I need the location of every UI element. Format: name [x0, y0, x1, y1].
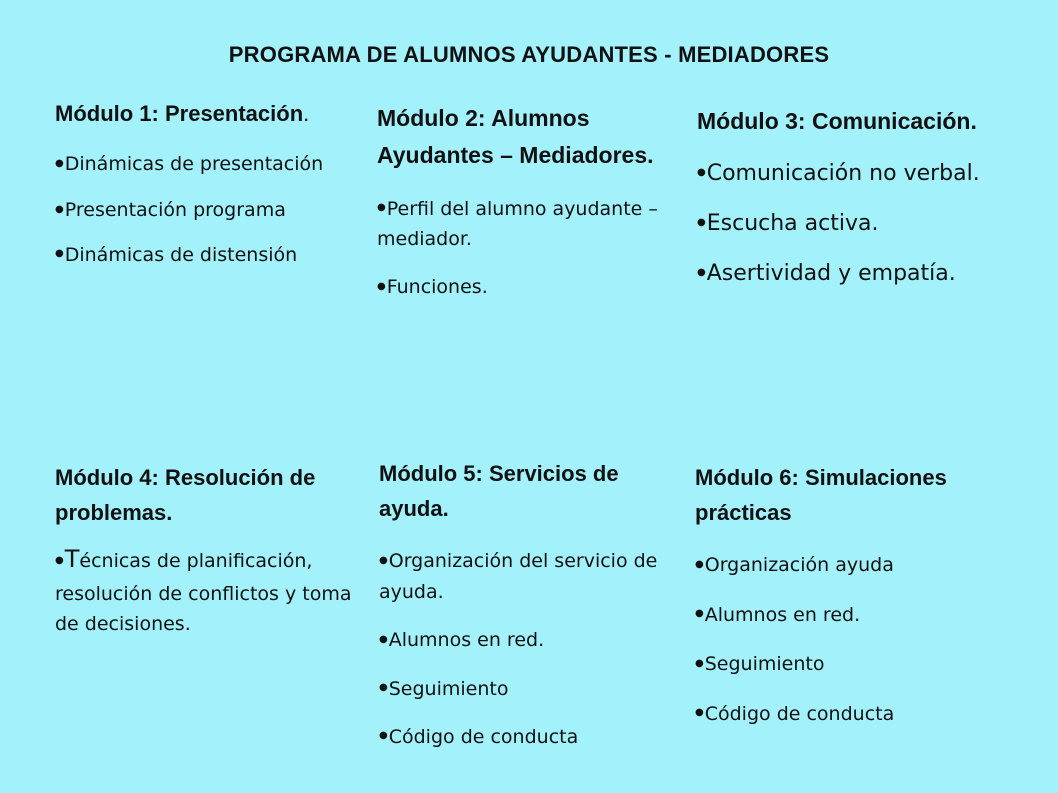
list-item-text: Funciones.	[386, 276, 488, 299]
bullet-icon: ●	[55, 203, 64, 215]
module-5-list	[379, 546, 689, 752]
list-item	[379, 674, 689, 704]
bullet-icon: ●	[379, 682, 388, 694]
module-6-list	[695, 550, 1025, 729]
bullet-icon: ●	[697, 166, 706, 178]
module-1-heading	[55, 98, 355, 129]
list-item-text: Dinámicas de distensión	[64, 243, 298, 266]
list-item-text: Perfil del alumno ayudante – mediador.	[377, 197, 658, 250]
list-item-text: Código de conducta	[704, 702, 895, 725]
list-item-text: écnicas de planificación, resolución de conflictos y toma de decisiones.	[55, 550, 352, 636]
module-3-heading: Módulo 3: Comunicación.	[697, 108, 977, 134]
bullet-icon: ●	[695, 558, 704, 570]
list-item-text: Organización ayuda	[704, 554, 894, 577]
module-1	[55, 98, 355, 286]
bullet-icon: ●	[55, 157, 64, 169]
list-item-text: Asertividad y empatía.	[706, 261, 956, 287]
module-2-list	[377, 194, 677, 303]
list-item	[377, 272, 677, 302]
module-1-heading-text: Módulo 1: Presentación	[55, 101, 304, 126]
list-item	[55, 149, 355, 180]
list-item-text: Seguimiento	[388, 677, 509, 700]
list-item	[379, 625, 689, 655]
list-item-text: Seguimiento	[704, 653, 825, 676]
module-3-list	[697, 156, 1017, 292]
list-item-text: Comunicación no verbal.	[706, 160, 980, 186]
bullet-icon: ●	[695, 608, 704, 620]
list-item	[697, 156, 1017, 191]
module-5-heading: Módulo 5: Servicios de ayuda.	[379, 461, 619, 522]
bullet-icon: ●	[697, 267, 706, 279]
list-item	[379, 546, 689, 607]
bullet-icon: ●	[697, 216, 706, 228]
list-item-text: Dinámicas de presentación	[64, 153, 324, 176]
module-4-list	[55, 540, 355, 639]
module-3	[697, 103, 1017, 306]
list-item	[55, 240, 355, 271]
module-4-heading: Módulo 4: Resolución de problemas.	[55, 465, 316, 526]
list-item	[695, 600, 1025, 630]
module-2	[377, 100, 677, 321]
module-6	[695, 460, 1025, 748]
bullet-icon: ●	[379, 554, 388, 566]
bullet-icon: ●	[379, 730, 388, 742]
list-item	[55, 195, 355, 226]
list-item-text: Alumnos en red.	[704, 603, 861, 626]
list-item	[695, 550, 1025, 580]
list-item-text: Código de conducta	[388, 725, 579, 748]
bullet-icon: ●	[55, 554, 64, 566]
page-title: PROGRAMA DE ALUMNOS AYUDANTES - MEDIADORES	[228, 42, 830, 67]
module-1-heading-suffix: .	[303, 101, 310, 126]
bullet-icon: ●	[695, 657, 704, 669]
list-item	[697, 206, 1017, 241]
list-item-text: Presentación programa	[64, 199, 286, 222]
module-1-list	[55, 149, 355, 270]
list-item	[695, 649, 1025, 679]
list-item	[55, 540, 355, 639]
list-item-text: Alumnos en red.	[388, 629, 545, 652]
list-item	[377, 194, 677, 255]
list-item	[379, 722, 689, 752]
bullet-icon: ●	[377, 202, 386, 214]
bullet-icon: ●	[695, 707, 704, 719]
module-5	[379, 456, 689, 770]
list-item-text: Organización del servicio de ayuda.	[379, 550, 658, 603]
list-item-text: Escucha activa.	[706, 210, 879, 236]
bullet-icon: ●	[55, 247, 64, 259]
bullet-icon: ●	[379, 633, 388, 645]
list-item-initial: T	[64, 545, 80, 574]
bullet-icon: ●	[377, 280, 386, 292]
list-item	[695, 699, 1025, 729]
module-2-heading: Módulo 2: Alumnos Ayudantes – Mediadores.	[377, 105, 654, 168]
list-item	[697, 256, 1017, 291]
module-4	[55, 460, 355, 640]
module-6-heading: Módulo 6: Simulaciones prácticas	[695, 465, 947, 526]
